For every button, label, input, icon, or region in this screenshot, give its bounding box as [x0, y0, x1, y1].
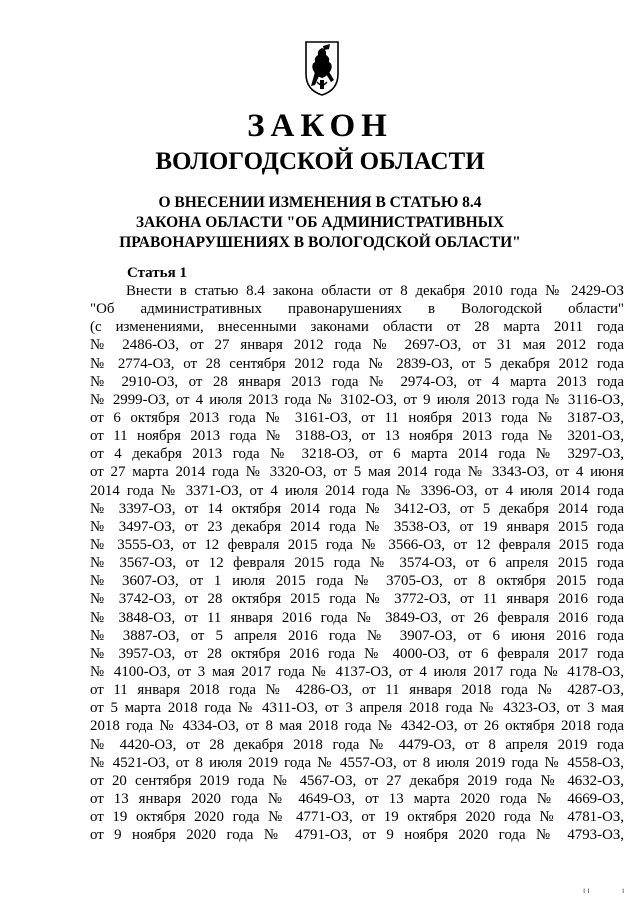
body-line: № 3607-ОЗ, от 1 июля 2015 года № 3705-ОЗ, от 8 октября 2015 года	[90, 573, 624, 590]
body-line: № 3887-ОЗ, от 5 апреля 2016 года № 3907-ОЗ, от 6 июня 2016 года	[90, 627, 624, 644]
body-line: № 3397-ОЗ, от 14 октября 2014 года № 3412-ОЗ, от 5 декабря 2014 года	[90, 500, 624, 517]
article-heading: Статья 1	[127, 265, 187, 281]
subject-line: ПРАВОНАРУШЕНИЯХ В ВОЛОГОДСКОЙ ОБЛАСТИ"	[119, 234, 521, 251]
scan-mark: ı	[622, 886, 625, 895]
body-line: № 3555-ОЗ, от 12 февраля 2015 года № 3566-ОЗ, от 12 февраля 2015 года	[90, 536, 624, 553]
body-line: от 19 октября 2020 года № 4771-ОЗ, от 19 октября 2020 года № 4781-ОЗ,	[90, 809, 624, 826]
body-line: от 6 октября 2013 года № 3161-ОЗ, от 11 ноября 2013 года № 3187-ОЗ,	[90, 409, 624, 426]
body-line: от 11 января 2018 года № 4286-ОЗ, от 11 января 2018 года № 4287-ОЗ,	[90, 682, 624, 699]
body-line: 2018 года № 4334-ОЗ, от 8 мая 2018 года № 4342-ОЗ, от 26 октября 2018 года	[90, 718, 624, 735]
document-region: ВОЛОГОДСКОЙ ОБЛАСТИ	[155, 148, 485, 175]
body-line: № 3567-ОЗ, от 12 февраля 2015 года № 3574-ОЗ, от 6 апреля 2015 года	[90, 555, 624, 572]
body-line: № 4521-ОЗ, от 8 июля 2019 года № 4557-ОЗ, от 8 июля 2019 года № 4558-ОЗ,	[90, 754, 624, 771]
body-line: № 2774-ОЗ, от 28 сентября 2012 года № 2839-ОЗ, от 5 декабря 2012 года	[90, 355, 624, 372]
article-body	[90, 282, 624, 844]
body-line: от 13 января 2020 года № 4649-ОЗ, от 13 марта 2020 года № 4669-ОЗ,	[90, 790, 624, 807]
scan-mark: ı ı	[583, 886, 590, 895]
document-title: ЗАКОН	[247, 108, 393, 144]
body-line: № 3848-ОЗ, от 11 января 2016 года № 3849-ОЗ, от 26 февраля 2016 года	[90, 609, 624, 626]
body-line: № 4420-ОЗ, от 28 декабря 2018 года № 4479-ОЗ, от 8 апреля 2019 года	[90, 736, 624, 753]
body-line: № 3742-ОЗ, от 28 октября 2015 года № 3772-ОЗ, от 11 января 2016 года	[90, 591, 624, 608]
body-line: 2014 года № 3371-ОЗ, от 4 июля 2014 года № 3396-ОЗ, от 4 июля 2014 года	[90, 482, 624, 499]
subject-line: ЗАКОНА ОБЛАСТИ "ОБ АДМИНИСТРАТИВНЫХ	[135, 214, 505, 231]
body-line: Внести в статью 8.4 закона области от 8 декабря 2010 года № 2429-ОЗ	[126, 283, 624, 299]
body-line: (с изменениями, внесенными законами области от 28 марта 2011 года	[90, 319, 624, 336]
body-line: "Об административных правонарушениях в Вологодской области"	[90, 301, 624, 318]
body-line: № 2486-ОЗ, от 27 января 2012 года № 2697-ОЗ, от 31 мая 2012 года	[90, 337, 624, 354]
body-line: № 3497-ОЗ, от 23 декабря 2014 года № 3538-ОЗ, от 19 января 2015 года	[90, 518, 624, 535]
coat-of-arms-icon	[303, 40, 341, 96]
body-line: № 4100-ОЗ, от 3 мая 2017 года № 4137-ОЗ, от 4 июля 2017 года № 4178-ОЗ,	[90, 663, 624, 680]
body-line: от 9 ноября 2020 года № 4791-ОЗ, от 9 ноября 2020 года № 4793-ОЗ,	[90, 827, 624, 844]
body-line: от 4 декабря 2013 года № 3218-ОЗ, от 6 марта 2014 года № 3297-ОЗ,	[90, 446, 624, 463]
body-line: от 5 марта 2018 года № 4311-ОЗ, от 3 апреля 2018 года № 4323-ОЗ, от 3 мая	[90, 700, 624, 717]
body-line: № 3957-ОЗ, от 28 октября 2016 года № 4000-ОЗ, от 6 февраля 2017 года	[90, 645, 624, 662]
body-line: № 2910-ОЗ, от 28 января 2013 года № 2974-ОЗ, от 4 марта 2013 года	[90, 373, 624, 390]
document-subject	[80, 193, 560, 253]
body-line: от 20 сентября 2019 года № 4567-ОЗ, от 27 декабря 2019 года № 4632-ОЗ,	[90, 772, 624, 789]
body-line: от 11 ноября 2013 года № 3188-ОЗ, от 13 ноября 2013 года № 3201-ОЗ,	[90, 428, 624, 445]
subject-line: О ВНЕСЕНИИ ИЗМЕНЕНИЯ В СТАТЬЮ 8.4	[158, 194, 482, 211]
body-line: от 27 марта 2014 года № 3320-ОЗ, от 5 мая 2014 года № 3343-ОЗ, от 4 июня	[90, 464, 624, 481]
body-line: № 2999-ОЗ, от 4 июля 2013 года № 3102-ОЗ, от 9 июля 2013 года № 3116-ОЗ,	[90, 391, 624, 408]
